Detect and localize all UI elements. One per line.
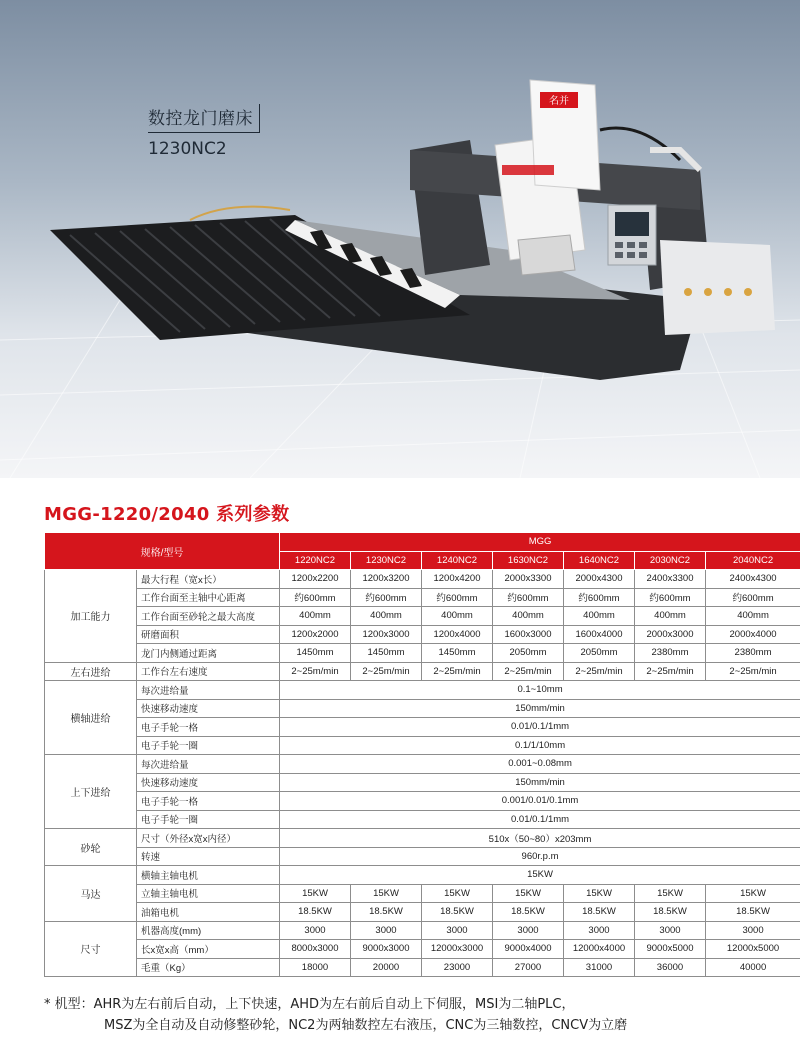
table-row [45,829,800,848]
product-model: 1230NC2 [148,139,227,159]
spec-item-label: 长x宽x高（mm） [137,940,280,959]
table-row [45,699,800,718]
table-body [45,570,800,977]
spec-value: 15KW [280,884,351,903]
group-label: 马达 [45,866,137,922]
spec-value: 1200x4000 [422,625,493,644]
model-header-cell: 2030NC2 [635,551,706,570]
spec-item-label: 机器高度(mm) [137,921,280,940]
spec-value: 20000 [351,958,422,977]
spec-value: 2000x3300 [493,570,564,589]
spec-value-shared: 510x（50~80）x203mm [280,829,800,848]
footnote-line-2: MSZ为全自动及自动修整砂轮，NC2为两轴数控左右液压，CNC为三轴数控，CNCV为立磨 [104,1018,628,1033]
spec-value: 约600mm [564,588,635,607]
spec-item-label: 龙门内侧通过距离 [137,644,280,663]
table-row [45,792,800,811]
group-label: 加工能力 [45,570,137,663]
spec-value: 12000x4000 [564,940,635,959]
spec-value: 2050mm [564,644,635,663]
group-label: 上下进给 [45,755,137,829]
model-header-cell: 2040NC2 [706,551,800,570]
spec-value: 2~25m/min [706,662,800,681]
spec-item-label: 转速 [137,847,280,866]
model-header-cell: 1220NC2 [280,551,351,570]
spec-value: 18.5KW [493,903,564,922]
spec-item-label: 电子手轮一格 [137,718,280,737]
table-row [45,921,800,940]
spec-value: 约600mm [635,588,706,607]
spec-item-label: 毛重（Kg） [137,958,280,977]
spec-model-header: 规格/型号 [45,533,280,570]
spec-item-label: 工作台面至主轴中心距离 [137,588,280,607]
spec-value: 15KW [493,884,564,903]
spec-value: 3000 [351,921,422,940]
spec-value: 18000 [280,958,351,977]
spec-value: 27000 [493,958,564,977]
spec-value: 15KW [635,884,706,903]
spec-value: 约600mm [493,588,564,607]
model-header-cell: 1230NC2 [351,551,422,570]
spec-value: 23000 [422,958,493,977]
footnote [44,994,627,1036]
spec-value: 2000x4300 [564,570,635,589]
spec-value: 3000 [422,921,493,940]
table-row [45,773,800,792]
spec-value: 400mm [280,607,351,626]
product-name: 数控龙门磨床 [148,104,260,133]
spec-value: 1450mm [280,644,351,663]
spec-value-shared: 0.01/0.1/1mm [280,810,800,829]
spec-value: 9000x5000 [635,940,706,959]
spec-value: 2000x4000 [706,625,800,644]
group-label: 横轴进给 [45,681,137,755]
spec-value: 400mm [564,607,635,626]
spec-value: 400mm [422,607,493,626]
spec-value: 9000x4000 [493,940,564,959]
spec-value: 15KW [706,884,800,903]
table-row [45,662,800,681]
spec-value: 15KW [422,884,493,903]
spec-value: 1200x3000 [351,625,422,644]
model-header-cell: 1640NC2 [564,551,635,570]
brand-plate-text: 名并 [549,96,569,107]
table-row [45,625,800,644]
table-row [45,866,800,885]
spec-value: 2~25m/min [635,662,706,681]
spec-value: 18.5KW [351,903,422,922]
table-row [45,884,800,903]
spec-value: 18.5KW [706,903,800,922]
section-title: MGG-1220/2040 系列参数 [44,504,290,525]
table-row [45,940,800,959]
spec-value: 1200x2000 [280,625,351,644]
table-row [45,847,800,866]
spec-value: 15KW [564,884,635,903]
spec-value: 2~25m/min [564,662,635,681]
table-row [45,958,800,977]
spec-value: 约600mm [351,588,422,607]
spec-item-label: 电子手轮一格 [137,792,280,811]
spec-value: 2~25m/min [351,662,422,681]
spec-value-shared: 0.01/0.1/1mm [280,718,800,737]
table-row [45,588,800,607]
spec-value: 2400x4300 [706,570,800,589]
group-label: 左右进给 [45,662,137,681]
spec-value: 2400x3300 [635,570,706,589]
spec-item-label: 工作台面至砂轮之最大高度 [137,607,280,626]
spec-value: 3000 [493,921,564,940]
spec-value: 18.5KW [635,903,706,922]
spec-value: 400mm [635,607,706,626]
spec-value: 9000x3000 [351,940,422,959]
table-row [45,755,800,774]
model-header-cell: 1630NC2 [493,551,564,570]
spec-value: 2050mm [493,644,564,663]
spec-value: 3000 [635,921,706,940]
spec-value: 约600mm [280,588,351,607]
spec-value: 40000 [706,958,800,977]
spec-item-label: 横轴主轴电机 [137,866,280,885]
table-row [45,810,800,829]
spec-value-shared: 0.001~0.08mm [280,755,800,774]
spec-value: 18.5KW [422,903,493,922]
table-row [45,736,800,755]
spec-item-label: 立轴主轴电机 [137,884,280,903]
model-group-header: MGG [280,533,800,552]
spec-value: 1600x3000 [493,625,564,644]
spec-item-label: 快速移动速度 [137,773,280,792]
spec-item-label: 研磨面积 [137,625,280,644]
table-header [45,533,800,570]
spec-item-label: 快速移动速度 [137,699,280,718]
spec-value: 3000 [280,921,351,940]
spec-value-shared: 0.001/0.01/0.1mm [280,792,800,811]
table-row [45,681,800,700]
spec-value: 400mm [351,607,422,626]
spec-value: 3000 [564,921,635,940]
table-row [45,607,800,626]
spec-value: 2000x3000 [635,625,706,644]
spec-value-shared: 15KW [280,866,800,885]
spec-item-label: 每次进给量 [137,681,280,700]
spec-value: 400mm [493,607,564,626]
spec-value: 约600mm [706,588,800,607]
spec-value: 1450mm [351,644,422,663]
grinding-machine-image [40,70,780,390]
spec-value: 12000x5000 [706,940,800,959]
spec-item-label: 每次进给量 [137,755,280,774]
spec-item-label: 油箱电机 [137,903,280,922]
spec-value: 2380mm [706,644,800,663]
spec-value: 2~25m/min [493,662,564,681]
table-row [45,903,800,922]
spec-item-label: 电子手轮一圈 [137,736,280,755]
spec-value: 约600mm [422,588,493,607]
spec-value: 18.5KW [280,903,351,922]
spec-value: 1200x2200 [280,570,351,589]
spec-value: 3000 [706,921,800,940]
spec-value: 1450mm [422,644,493,663]
spec-value: 2380mm [635,644,706,663]
table-row [45,718,800,737]
spec-item-label: 最大行程（宽x长） [137,570,280,589]
spec-value: 15KW [351,884,422,903]
spec-value: 1200x3200 [351,570,422,589]
spec-value-shared: 150mm/min [280,773,800,792]
footnote-line-1: * 机型：AHR为左右前后自动，上下快速，AHD为左右前后自动上下伺服，MSI为二轴PLC， [44,997,575,1012]
spec-value: 2~25m/min [422,662,493,681]
table-row [45,570,800,589]
group-label: 尺寸 [45,921,137,977]
spec-value: 18.5KW [564,903,635,922]
spec-value: 1200x4200 [422,570,493,589]
spec-value-shared: 960r.p.m [280,847,800,866]
spec-value: 36000 [635,958,706,977]
group-label: 砂轮 [45,829,137,866]
hero-banner [0,0,800,478]
spec-value: 400mm [706,607,800,626]
spec-value: 1600x4000 [564,625,635,644]
spec-item-label: 尺寸（外径x宽x内径） [137,829,280,848]
table-row [45,644,800,663]
spec-value-shared: 0.1/1/10mm [280,736,800,755]
model-header-cell: 1240NC2 [422,551,493,570]
spec-value-shared: 150mm/min [280,699,800,718]
spec-value-shared: 0.1~10mm [280,681,800,700]
spec-table [44,532,800,977]
spec-value: 8000x3000 [280,940,351,959]
spec-value: 2~25m/min [280,662,351,681]
spec-value: 12000x3000 [422,940,493,959]
spec-item-label: 工作台左右速度 [137,662,280,681]
spec-value: 31000 [564,958,635,977]
spec-item-label: 电子手轮一圈 [137,810,280,829]
